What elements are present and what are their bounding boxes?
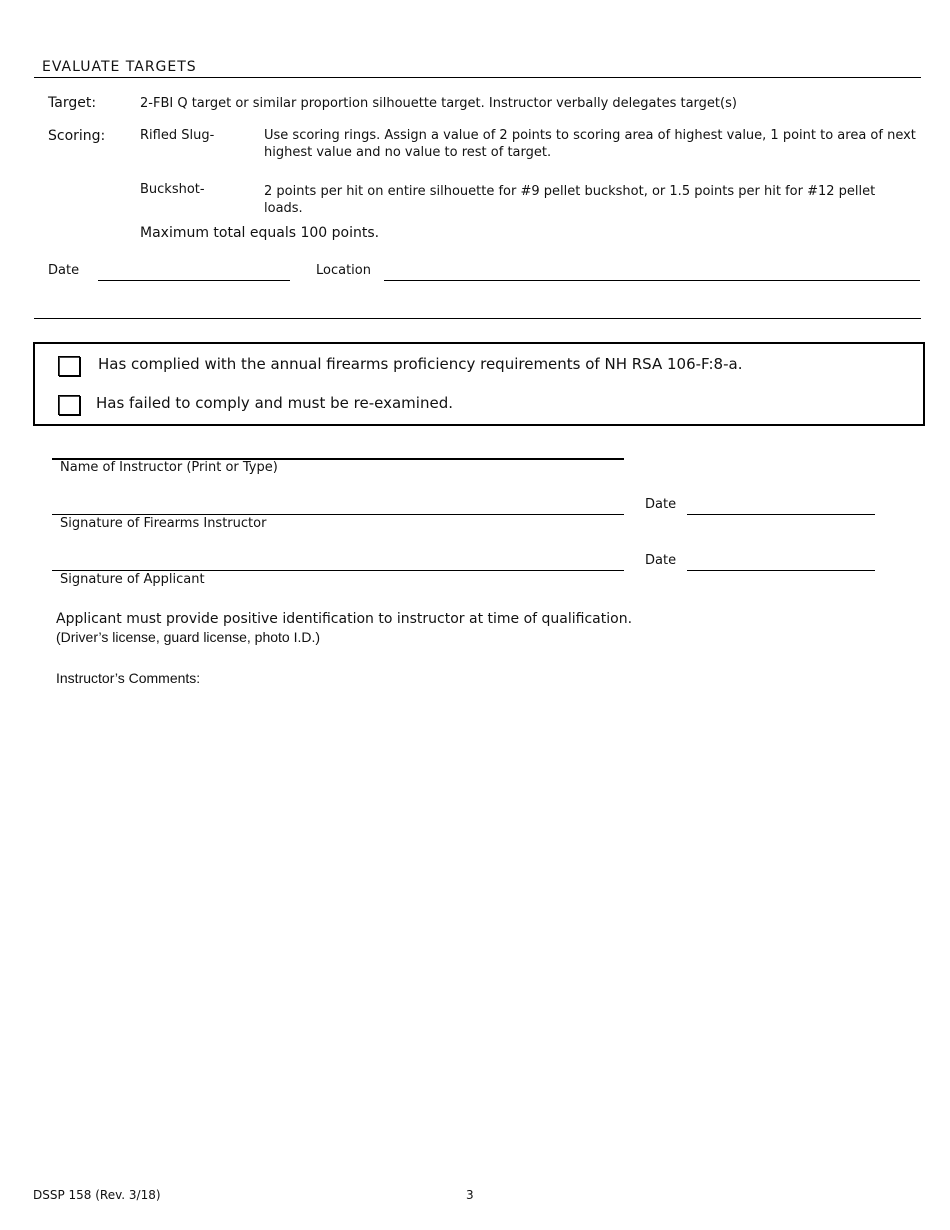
buckshot-text: 2 points per hit on entire silhouette for #9 pellet buckshot, or 1.5 points per hit for #12 pellet loads.: [264, 184, 876, 216]
date-field[interactable]: [98, 262, 290, 281]
page-number: 3: [466, 1188, 474, 1202]
instructor-signature-label: Signature of Firearms Instructor: [60, 516, 267, 531]
applicant-date-label: Date: [645, 553, 677, 568]
location-label: Location: [316, 263, 371, 278]
applicant-signature-line[interactable]: [52, 570, 624, 571]
divider-rule: [34, 318, 921, 319]
rifled-slug-label: Rifled Slug-: [140, 128, 215, 143]
complied-text: Has complied with the annual firearms proficiency requirements of NH RSA 106-F:8-a.: [98, 355, 743, 373]
failed-checkbox[interactable]: [58, 395, 80, 415]
section-title: EVALUATE TARGETS: [42, 59, 197, 75]
section-rule: [34, 77, 921, 78]
date-label: Date: [48, 263, 80, 278]
maximum-points: Maximum total equals 100 points.: [140, 225, 380, 241]
instructor-date-line[interactable]: [687, 514, 875, 515]
instructor-date-label: Date: [645, 497, 677, 512]
identification-line2: (Driver’s license, guard license, photo I.D.): [56, 629, 321, 645]
form-id: DSSP 158 (Rev. 3/18): [33, 1188, 161, 1202]
scoring-label: Scoring:: [48, 128, 106, 144]
location-field[interactable]: [384, 262, 920, 281]
complied-checkbox[interactable]: [58, 356, 80, 376]
applicant-date-line[interactable]: [687, 570, 875, 571]
buckshot-label: Buckshot-: [140, 182, 205, 197]
applicant-signature-label: Signature of Applicant: [60, 572, 205, 587]
target-label: Target:: [48, 95, 97, 111]
comments-label: Instructor’s Comments:: [56, 670, 201, 686]
target-text: 2-FBI Q target or similar proportion silhouette target. Instructor verbally delegates target(s): [140, 96, 737, 111]
instructor-signature-line[interactable]: [52, 514, 624, 515]
identification-line1: Applicant must provide positive identification to instructor at time of qualification.: [56, 611, 633, 627]
failed-text: Has failed to comply and must be re-examined.: [96, 394, 453, 412]
rifled-slug-text: Use scoring rings. Assign a value of 2 points to scoring area of highest value, 1 point to area of next highest value and no value to rest of target.: [264, 128, 916, 160]
instructor-name-label: Name of Instructor (Print or Type): [60, 460, 278, 475]
